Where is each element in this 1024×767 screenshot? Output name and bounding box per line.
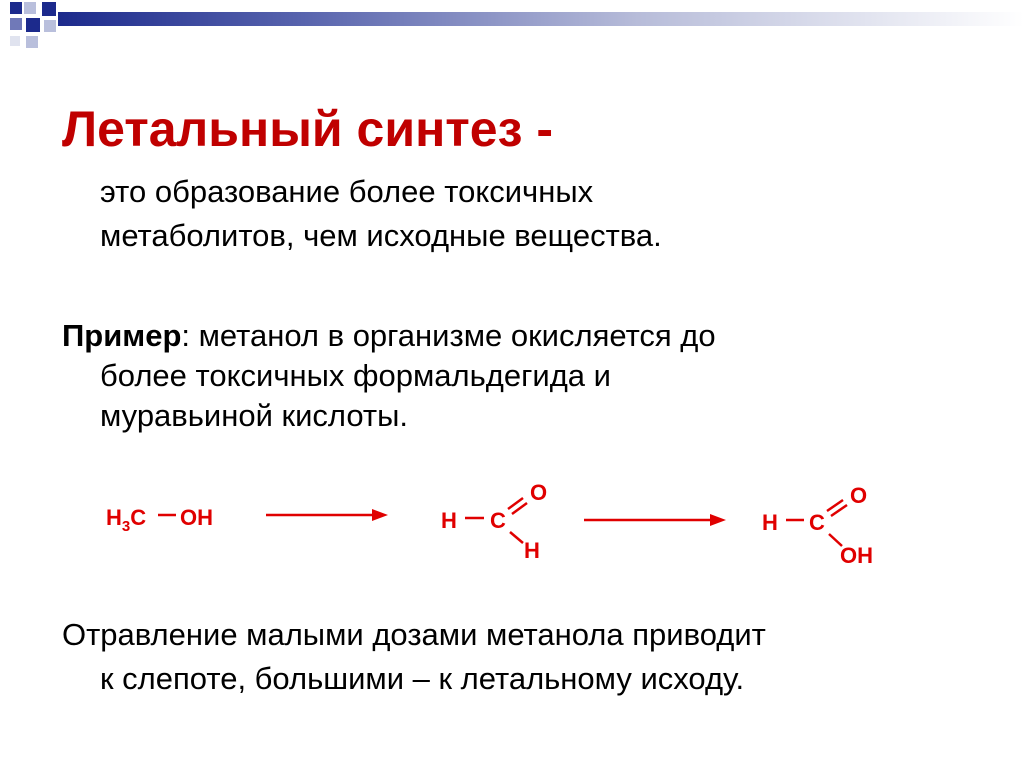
- formaldehyde-h-left: H: [441, 508, 457, 533]
- slide-title: Летальный синтез -: [62, 101, 553, 157]
- definition-text: [100, 170, 980, 258]
- formaldehyde-h-bottom: H: [524, 538, 540, 563]
- conclusion-text: Отравление малыми дозами метанола приводит: [62, 617, 766, 652]
- svg-text:H3C: [106, 505, 146, 535]
- reaction-scheme: [0, 470, 1024, 590]
- definition-line: метаболитов, чем исходные вещества.: [100, 218, 662, 253]
- conclusion-paragraph: [62, 613, 1024, 701]
- example-text: : метанол в организме окисляется до: [181, 318, 716, 353]
- formic-acid-formula: [762, 483, 873, 568]
- example-label: Пример: [62, 318, 182, 353]
- methanol-formula: [106, 505, 213, 535]
- formic-acid-o: O: [850, 483, 868, 508]
- formaldehyde-bond: [510, 532, 523, 543]
- decor-square: [26, 36, 38, 48]
- definition-line: это образование более токсичных: [100, 174, 594, 209]
- example-paragraph: [62, 316, 1000, 436]
- formic-acid-h-left: H: [762, 510, 778, 535]
- formaldehyde-o: O: [530, 480, 548, 505]
- header-gradient-bar: [58, 12, 1024, 26]
- conclusion-text: к слепоте, большими – к летальному исходу.: [100, 661, 745, 696]
- example-text: более токсичных формальдегида и: [100, 358, 611, 393]
- reaction-arrow: [584, 514, 726, 526]
- decor-square: [44, 20, 56, 32]
- methanol-oh: OH: [180, 505, 213, 530]
- formic-acid-c: C: [809, 510, 825, 535]
- decor-square: [10, 2, 22, 14]
- decor-square: [42, 2, 56, 16]
- formaldehyde-formula: [441, 480, 547, 563]
- formic-acid-oh: OH: [840, 543, 873, 568]
- reaction-arrow: [266, 509, 388, 521]
- methanol-subscript: 3: [121, 518, 131, 535]
- decor-square: [10, 18, 22, 30]
- formaldehyde-c: C: [490, 508, 506, 533]
- decor-square: [24, 2, 36, 14]
- decor-square: [26, 18, 40, 32]
- decor-square: [10, 36, 20, 46]
- methanol-c: C: [130, 505, 147, 530]
- example-text: муравьиной кислоты.: [100, 398, 408, 433]
- methanol-h: H: [106, 505, 122, 530]
